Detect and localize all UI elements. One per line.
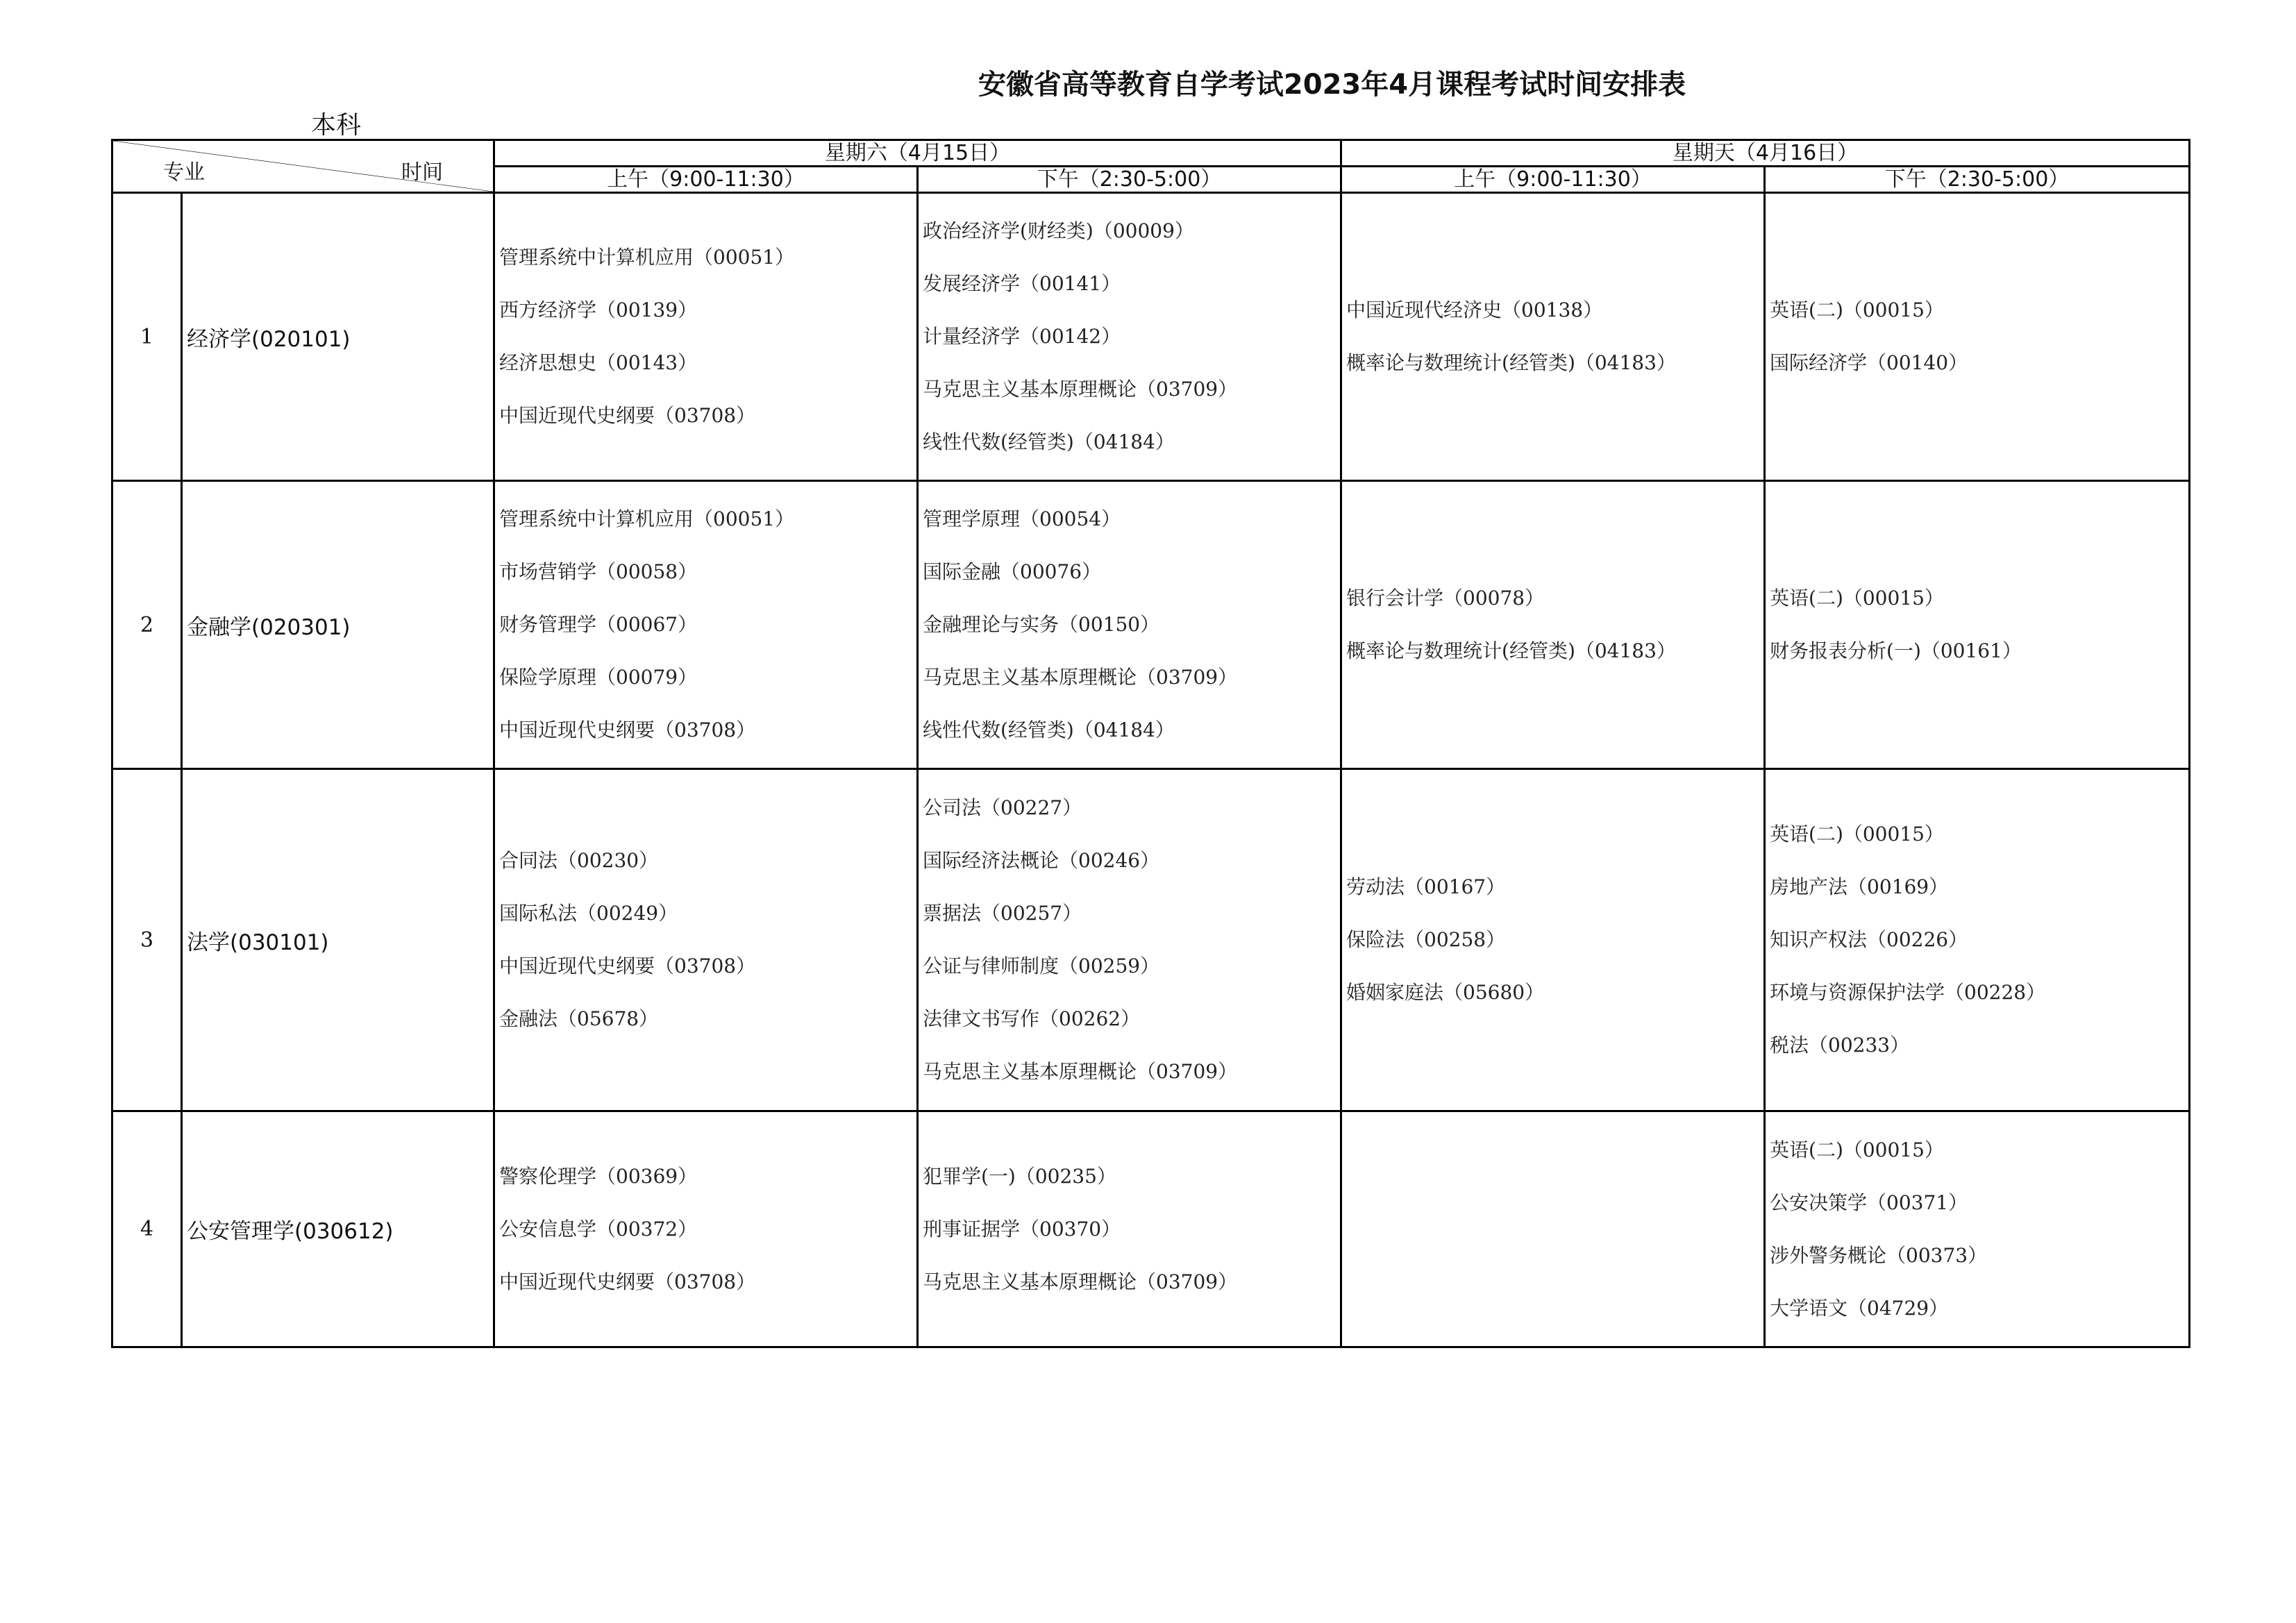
table-row	[112, 481, 2190, 769]
course-item: 税法（00233）	[1770, 1034, 1910, 1057]
course-item: 合同法（00230）	[499, 849, 659, 872]
row-number: 1	[112, 193, 182, 481]
course-item: 劳动法（00167）	[1346, 875, 1506, 898]
course-item: 计量经济学（00142）	[923, 325, 1121, 348]
course-cell-sun-am	[1341, 481, 1765, 769]
course-cell-sun-am	[1341, 193, 1765, 481]
row-number: 3	[112, 769, 182, 1111]
course-item: 中国近现代经济史（00138）	[1346, 298, 1603, 321]
schedule-body	[112, 193, 2190, 1347]
course-item: 英语(二)（00015）	[1770, 823, 1944, 846]
course-item: 管理系统中计算机应用（00051）	[499, 246, 795, 269]
course-cell-sat-pm	[918, 481, 1341, 769]
course-item: 警察伦理学（00369）	[499, 1164, 698, 1188]
slot-header-sun-am: 上午（9:00-11:30）	[1341, 167, 1765, 193]
major-name: 金融学(020301)	[182, 481, 494, 769]
course-item: 财务管理学（00067）	[499, 613, 698, 636]
course-item: 保险学原理（00079）	[499, 666, 698, 689]
course-cell-sun-am	[1341, 1111, 1765, 1347]
course-item: 房地产法（00169）	[1770, 875, 1949, 898]
course-item: 市场营销学（00058）	[499, 560, 698, 583]
course-item: 婚姻家庭法（05680）	[1346, 981, 1545, 1004]
course-item: 中国近现代史纲要（03708）	[499, 718, 756, 741]
course-item: 公安信息学（00372）	[499, 1217, 698, 1241]
slot-header-sat-am: 上午（9:00-11:30）	[494, 167, 918, 193]
course-cell-sat-am	[494, 1111, 918, 1347]
course-cell-sat-am	[494, 481, 918, 769]
course-cell-sun-pm	[1765, 1111, 2190, 1347]
course-item: 公司法（00227）	[923, 796, 1082, 819]
course-item: 知识产权法（00226）	[1770, 928, 1968, 951]
course-item: 票据法（00257）	[923, 902, 1082, 925]
major-name: 法学(030101)	[182, 769, 494, 1111]
course-item: 国际私法（00249）	[499, 902, 678, 925]
course-item: 西方经济学（00139）	[499, 298, 698, 321]
course-item: 国际经济学（00140）	[1770, 351, 1968, 374]
course-cell-sun-pm	[1765, 481, 2190, 769]
course-cell-sat-am	[494, 193, 918, 481]
course-item: 管理学原理（00054）	[923, 507, 1121, 530]
course-item: 犯罪学(一)（00235）	[923, 1164, 1116, 1188]
course-cell-sat-pm	[918, 193, 1341, 481]
course-item: 财务报表分析(一)（00161）	[1770, 639, 2022, 662]
row-number: 2	[112, 481, 182, 769]
course-item: 经济思想史（00143）	[499, 351, 698, 374]
course-cell-sat-am	[494, 769, 918, 1111]
course-item: 环境与资源保护法学（00228）	[1770, 981, 2046, 1004]
course-item: 政治经济学(财经类)（00009）	[923, 219, 1194, 242]
level-label: 本科	[311, 111, 362, 140]
course-item: 银行会计学（00078）	[1346, 587, 1545, 609]
course-item: 中国近现代史纲要（03708）	[499, 404, 756, 427]
course-item: 马克思主义基本原理概论（03709）	[923, 378, 1238, 401]
major-name: 公安管理学(030612)	[182, 1111, 494, 1347]
course-item: 英语(二)（00015）	[1770, 587, 1944, 609]
course-item: 国际金融（00076）	[923, 560, 1102, 583]
course-item: 发展经济学（00141）	[923, 272, 1121, 295]
course-item: 涉外警务概论（00373）	[1770, 1243, 1988, 1267]
schedule-table	[111, 139, 2190, 1348]
course-item: 马克思主义基本原理概论（03709）	[923, 1270, 1238, 1293]
course-item: 概率论与数理统计(经管类)（04183）	[1346, 639, 1676, 662]
course-item: 管理系统中计算机应用（00051）	[499, 507, 795, 530]
course-cell-sat-pm	[918, 769, 1341, 1111]
course-item: 线性代数(经管类)（04184）	[923, 718, 1175, 741]
major-name: 经济学(020101)	[182, 193, 494, 481]
table-row	[112, 193, 2190, 481]
slot-header-sun-pm: 下午（2:30-5:00）	[1765, 167, 2190, 193]
course-item: 刑事证据学（00370）	[923, 1217, 1121, 1241]
slot-header-sat-pm: 下午（2:30-5:00）	[918, 167, 1341, 193]
corner-major-label: 专业	[163, 160, 205, 185]
course-cell-sun-pm	[1765, 193, 2190, 481]
course-item: 公安决策学（00371）	[1770, 1191, 1968, 1214]
header-corner-cell	[112, 140, 494, 193]
day-header-saturday: 星期六（4月15日）	[494, 140, 1341, 167]
course-cell-sun-pm	[1765, 769, 2190, 1111]
table-row	[112, 769, 2190, 1111]
course-item: 中国近现代史纲要（03708）	[499, 955, 756, 977]
page-title: 安徽省高等教育自学考试2023年4月课程考试时间安排表	[978, 69, 1686, 101]
course-item: 保险法（00258）	[1346, 928, 1506, 951]
course-item: 马克思主义基本原理概论（03709）	[923, 1060, 1238, 1083]
course-item: 法律文书写作（00262）	[923, 1007, 1141, 1030]
course-item: 金融理论与实务（00150）	[923, 613, 1160, 636]
course-item: 英语(二)（00015）	[1770, 1138, 1944, 1161]
course-item: 马克思主义基本原理概论（03709）	[923, 666, 1238, 689]
day-header-sunday: 星期天（4月16日）	[1341, 140, 2190, 167]
course-cell-sat-pm	[918, 1111, 1341, 1347]
course-item: 概率论与数理统计(经管类)（04183）	[1346, 351, 1676, 374]
corner-time-label: 时间	[401, 160, 443, 185]
course-item: 中国近现代史纲要（03708）	[499, 1270, 756, 1293]
course-item: 线性代数(经管类)（04184）	[923, 430, 1175, 453]
row-number: 4	[112, 1111, 182, 1347]
table-row	[112, 1111, 2190, 1347]
course-item: 公证与律师制度（00259）	[923, 955, 1160, 977]
course-item: 大学语文（04729）	[1770, 1296, 1949, 1320]
course-item: 英语(二)（00015）	[1770, 298, 1944, 321]
course-item: 金融法（05678）	[499, 1007, 659, 1030]
course-item: 国际经济法概论（00246）	[923, 849, 1160, 872]
course-cell-sun-am	[1341, 769, 1765, 1111]
